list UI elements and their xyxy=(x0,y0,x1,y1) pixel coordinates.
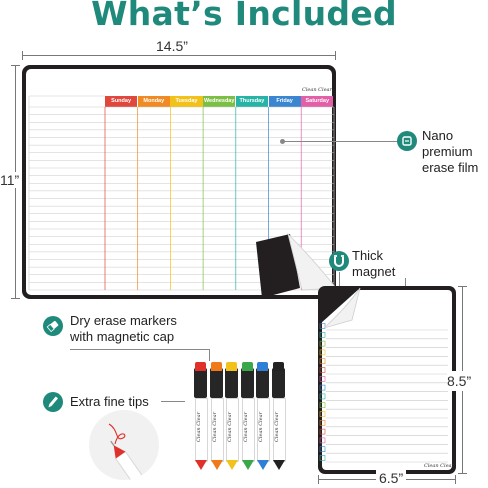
day-tab-sunday: Sunday xyxy=(105,96,137,107)
marker-tip-cone xyxy=(226,460,238,470)
dry-erase-marker xyxy=(272,362,285,478)
small-board-checkbox xyxy=(320,447,325,452)
marker-brand-label: Clean Clear xyxy=(196,412,202,442)
marker-color-cap xyxy=(242,362,253,371)
small-board-checkbox xyxy=(320,420,325,425)
marker-brand-label: Clean Clear xyxy=(211,412,218,442)
magnet-callout-line2: magnet xyxy=(352,264,396,279)
markers-callout-line2: with magnetic cap xyxy=(70,329,175,344)
small-board-checkbox xyxy=(320,341,325,346)
small-board-checkbox xyxy=(320,403,325,408)
small-board-checkbox xyxy=(320,438,325,443)
small-board-checkbox xyxy=(320,385,325,390)
marker-tip-cone xyxy=(211,460,223,470)
small-board-width-label: 6.5” xyxy=(376,470,406,486)
marker-eraser-cap xyxy=(272,368,285,398)
tips-callout: Extra fine tips xyxy=(70,394,149,409)
marker-tip-cone xyxy=(257,460,269,470)
day-tab-thursday: Thursday xyxy=(236,96,268,107)
marker-eraser-cap xyxy=(241,368,254,398)
large-board-brand-logo: Clean Clear xyxy=(302,87,332,93)
small-board-checkbox xyxy=(320,412,325,417)
day-tab-friday: Friday xyxy=(269,96,301,107)
fine-tip-marker-drawing xyxy=(89,410,159,480)
marker-tip-cone xyxy=(195,460,207,470)
marker-tip-cone xyxy=(242,460,254,470)
dry-erase-marker xyxy=(241,362,254,478)
small-peeled-magnet-corner xyxy=(316,284,376,336)
dry-erase-marker xyxy=(194,362,207,478)
dry-erase-marker xyxy=(210,362,223,478)
small-board-checkbox xyxy=(320,456,325,461)
markers-callout-line1: Dry erase markers xyxy=(70,313,177,328)
film-callout-line2: premium xyxy=(422,144,473,159)
large-board-width-label: 14.5” xyxy=(152,38,192,54)
fine-tip-closeup xyxy=(89,410,159,480)
small-board-checkbox xyxy=(320,394,325,399)
small-board-checkbox xyxy=(320,350,325,355)
day-tab-saturday: Saturday xyxy=(301,96,333,107)
marker-brand-label: Clean Clear xyxy=(258,412,264,442)
dry-erase-marker xyxy=(256,362,269,478)
marker-brand-label: Clean Clear xyxy=(227,412,233,442)
marker-brand-label: Clean Clear xyxy=(273,412,280,442)
marker-eraser-cap xyxy=(210,368,223,398)
markers-callout xyxy=(70,313,177,345)
marker-color-cap xyxy=(257,362,268,371)
marker-color-cap xyxy=(211,362,222,371)
page-title: What’s Included xyxy=(91,0,397,33)
magnet-callout-line1: Thick xyxy=(352,248,384,263)
day-tab-tuesday: Tuesday xyxy=(170,96,202,107)
small-board-checkbox xyxy=(320,368,325,373)
small-board-brand-logo: Clean Clear xyxy=(424,463,454,469)
marker-eraser-cap xyxy=(194,368,207,398)
marker-color-cap xyxy=(195,362,206,371)
large-board-height-label: 11” xyxy=(0,172,20,188)
eraser-icon xyxy=(43,316,63,336)
small-board-checkbox xyxy=(320,359,325,364)
film-callout-line1: Nano xyxy=(422,128,454,143)
marker-eraser-cap xyxy=(225,368,238,398)
marker-color-cap xyxy=(226,362,237,371)
dry-erase-marker xyxy=(225,362,238,478)
film-callout-line3: erase film xyxy=(422,160,479,175)
marker-brand-label: Clean Clear xyxy=(242,412,249,442)
pen-icon xyxy=(43,392,63,412)
small-board-checkbox xyxy=(320,376,325,381)
day-tab-wednesday: Wednesday xyxy=(203,96,235,107)
small-board-height-label: 8.5” xyxy=(447,373,472,389)
marker-color-cap xyxy=(273,362,284,371)
marker-tip-cone xyxy=(273,460,285,470)
day-tab-monday: Monday xyxy=(138,96,170,107)
marker-eraser-cap xyxy=(256,368,269,398)
small-board-checkbox xyxy=(320,429,325,434)
